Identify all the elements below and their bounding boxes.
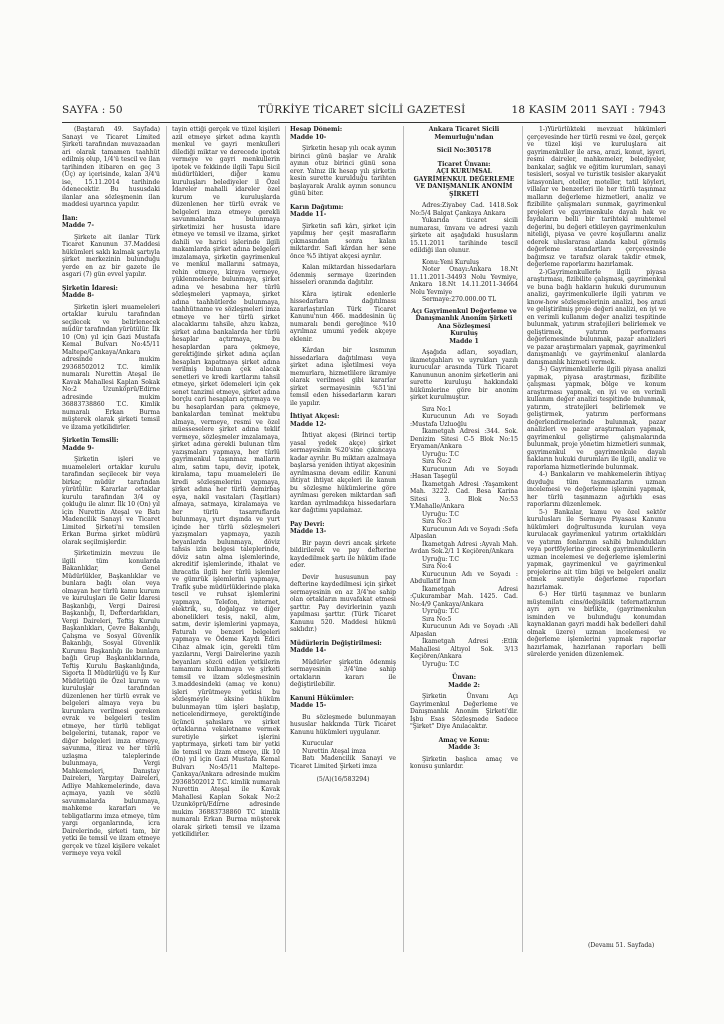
- founder-line: Uyruğu: T.C: [422, 555, 459, 563]
- page-header: [62, 104, 666, 120]
- capital: Sermaye:270.000.00 TL: [422, 296, 497, 303]
- paragraph: 2-)Gayrimenkullerle ilgili piyasa araştırması, fizibilite çalışması, gayrimenkul ve buna bağlı hakların hukuki durumunun analizi, gayrimenkullerle ilgili yatırım ve know-how sözleşmelerinin analizi, boş arazi ve geliştirilmiş proje değeri analizi, en iyi ve en verimli kullanım değer analizi tespitinde bulunmak, yatırım stratejileri belirlemek ve geliştirmek, yatırım performans değerlemesinde bulunmak, pazar analizleri ve pazar araştırmaları yapmak, gayrimenkul danışmanlığı ve gayrimenkul alanlarda danışmanlık hizmeti vermek.: [527, 268, 666, 366]
- founder-line: Uyruğu: T.C: [422, 608, 459, 615]
- article-number: Madde 10-: [290, 133, 327, 141]
- founder-line: Sıra No:2: [422, 458, 452, 465]
- paragraph: Bir payın devri ancak şirkete bildirilerek ve pay defterine kaydedilmek şartı ile hüküm ifade eder.: [290, 539, 396, 569]
- paragraph: Şirketin safi kârı, şirket için yapılmış her çeşit masrafların çıkmasından sonra kalan miktardır. Safi kârdan her sene önce %5 ihtiyat akçesi ayrılır.: [290, 222, 396, 260]
- page-number: SAYFA : 50: [62, 104, 123, 116]
- paragraph: Bu sözleşmede bulunmayan hususlar hakkında Türk Ticaret Kanunu hükümleri uygulanır.: [290, 713, 396, 736]
- column-5: [527, 126, 666, 952]
- section-heading: Kanuni Hükümler:: [290, 694, 354, 702]
- subject: Konu:Yeni Kuruluş: [422, 258, 480, 266]
- reference-code: (5/A)(16/583294): [316, 776, 370, 783]
- founder-line: Kurucunun Adı ve Soyadı :Mustafa Uzluoğlu: [410, 413, 518, 428]
- founder-line: Kurucunun Adı ve Soyadı :Sefa Alpaslan: [410, 525, 518, 540]
- founder-line: Sıra No:3: [422, 518, 452, 525]
- founder-line: Kurucunun Adı ve Soyadı :Ali Alpaslan: [410, 623, 518, 638]
- article-number: Madde 2:: [448, 681, 480, 689]
- paragraph: Müdürler şirketin ödenmiş sermayesinin 3/4'üne sahip ortakların kararı ile değiştirilebilir.: [290, 658, 396, 688]
- paragraph: Şirketin işleri muameleleri ortaklar kurulu tarafından seçilecek ve belirlenecek müdür tarafından yürütülür. İlk 10 (On) yıl için Gazi Mustafa Kemal Bulvarı No:45/11 Maltepe/Çankaya/Ankara adresinde mukim 29368502012 T.C. kimlik numaralı Nurettin Ateşal ile Kavak Mahallesi Kaplan Sokak No:2 Uzunköprü/Edirne adresinde mukim 36883738860 T.C. Kimlik numaralı Erkan Burma müşterek olarak şirketi temsil ve ilzama yetkilidirler.: [62, 303, 160, 431]
- paragraph: Şirketin başlıca amaç ve konusu şunlardır.: [410, 755, 518, 770]
- address: Adres:Ziyabey Cad. 1418.Sok No:5/4 Balgat Çankaya Ankara: [410, 202, 518, 217]
- paragraph: Şirketin hesap yılı ocak ayının birinci günü başlar ve Aralık ayının otuz birinci günü sona erer. Yalnız ilk hesap yılı şirketin kesin surette kurulduğu tarihten başlayarak Aralık ayının sonuncu günü biter.: [290, 145, 396, 197]
- column-divider: [166, 126, 167, 952]
- paragraph: 3-) Gayrimenkullerle ilgili piyasa analizi yapmak, piyasa araştırması, fizibilite çalışması yapmak, bölge ve konum araştırması yapmak, en iyi ve en verimli kullanım değer analizi tespitinde bulunmak, yatırım, stratejileri belirlemek ve geliştirmek, yatırım performans değerlendirmelerinde bulunmak, pazar analizleri ve pazar araştırmaları yapmak, gayrimenkul geliştirme çalışmalarında bulunmak, proje yönetim hizmetleri sunmak, gayrimenkul ve gayrimenkule dayalı hakların hukuki durumları ile ilgili, analiz ve raporlama hizmetlerinde bulunmak.: [527, 366, 666, 471]
- section-heading: Şirketin Temsili:: [62, 437, 119, 444]
- trade-name-label: Ticaret Ünvanı:: [437, 160, 491, 168]
- column-1: [62, 126, 160, 952]
- section-heading: Amaç ve Konu:: [438, 736, 490, 744]
- company-name: AÇI KURUMSAL GAYRİMENKUL DEĞERLEME VE DANIŞMANLIK ANONİM ŞİRKETİ: [413, 168, 515, 198]
- registry-number: Sicil No:305178: [436, 147, 492, 154]
- article-number: Madde 9-: [62, 444, 94, 452]
- article-number: Madde 15-: [290, 702, 327, 709]
- section-heading: Müdürlerin Değiştirilmesi:: [290, 639, 382, 647]
- article-number: Madde 12-: [290, 420, 327, 428]
- articles-title: Açı Gayrimenkul Değerleme ve Danışmanlık Anonim Şirketi Ana Sözleşmesi: [411, 307, 517, 330]
- paragraph: Kârdan bir kısmının hissedarlara dağıtılması veya şirket adına işletilmesi veya memurlara, hizmetlilere ikramiye olarak verilmesi gibi kararlar şirket sermayesinin %51'ini temsil eden hissedarların kararı ile yapılır.: [290, 347, 396, 407]
- paragraph: Kâra iştirak edenlerle hissedarlara dağıtılması kararlaştırılan Türk Ticaret Kanunu'nun 466. maddesinin üç numaralı bendi gereğince %10 ayrılmaz umumi yedek akçeye eklenir.: [290, 290, 396, 343]
- continued-note: (Devamı 51. Sayfada): [588, 942, 655, 949]
- paragraph: Şirketin Ünvanı Açı Gayrimenkul Değerleme ve Danışmanlık Anonim Şirketi'dir. İşbu Esas Sözleşmede Sadece "Şirket" Diye Anılacaktır.: [410, 693, 518, 730]
- header-rule: [62, 122, 666, 123]
- paragraph: Devir hususunun pay defterine kaydedilmesi için şirket sermayesinin en az 3/4'ne sahip olan ortakların muvafakat etmesi şarttır. Pay devirlerinin yazılı yapılması şarttır. (Türk Ticaret Kanunu 520. Maddesi hükmü saklıdır.): [290, 573, 396, 633]
- paragraph: Aşağıda adları, soyadları, ikametgahları ve uyrukları yazılı kurucular arasında Türk Ticaret Kanununun anonim şirketlerin ani surette kuruluşu hakkındaki hükümlerine göre bir anonim şirket kurulmuştur.: [410, 349, 518, 401]
- section-heading: Ünvan:: [452, 674, 476, 681]
- founder-line: Sıra No:4: [422, 563, 452, 570]
- article-number: Madde 14-: [290, 647, 327, 654]
- paragraph: Şirketin işleri ve muameleleri ortaklar kurulu tarafından seçilecek bir veya birkaç müdür tarafından yürütülür. Kararlar ortaklar kurulu tarafından 3/4 oy çokluğu ile alınır. İlk 10 (On) yıl için Nurettin Ateşal ve Batı Madencilik Sanayi ve Ticaret Limited Şirketi'ni temsilen Erkan Burma şirket müdürü olarak seçilmişlerdir.: [62, 456, 160, 546]
- founder-line: İkametgah Adresi :Yaşamkent Mah. 3222. Cad. Besa Karina Sitesi 3. Blok No:53 Y.Mahalle/Ankara: [410, 480, 518, 510]
- article-number: Madde 8-: [62, 292, 94, 299]
- paragraph: Kalan miktardan hissedarlara ödenmiş sermaye üzerinden hisseleri oranında dağıtılır.: [290, 264, 396, 286]
- section-heading: Pay Devri:: [290, 520, 325, 528]
- section-heading: Kuruluş: [450, 330, 478, 337]
- paragraph: Şirkete ait ilanlar Türk Ticaret Kanunun 37.Maddesi hükümleri saklı kalmak şartıyla şirket merkezinin bulunduğu yerde en az bir gazete ile asgari (7) gün evvel yapılır.: [62, 233, 160, 278]
- paragraph: İhtiyat akçesi (Birinci tertip yasal yedek akçe) şirket sermayesinin %20'sine çıkıncaya kadar ayrılır. Bu miktarı azalmaya başlarsa yeniden ihtiyat akçesinin ayrılmasına devam edilir. Kanuni ihtiyat ihtiyat akçeleri ile kanun bu sözleşme hükümlerine göre ayrılması gereken miktardan safi kardan ayrılmadıkça hissedarlara kar dağıtımı yapılamaz.: [290, 432, 396, 514]
- article-number: Madde 7-: [62, 222, 94, 229]
- notary-approval: Noter Onayı:Ankara 18.Nt 11.11.2011-34493 Nolu Yevmiye, Ankara 18.Nt 14.11.2011-34664 Nolu Yevmiye: [410, 266, 518, 296]
- section-heading: İlan:: [62, 214, 78, 222]
- column-4: [410, 126, 518, 952]
- founder-line: Sıra No:1: [422, 405, 452, 413]
- issue-date: 18 KASIM 2011 SAYI : 7943: [511, 104, 666, 116]
- section-heading: İhtiyat Akçesi:: [290, 413, 340, 420]
- paragraph: (Baştarafı 49. Sayfada) Sanayi ve Ticaret Limited Şirketi tarafından muvazaadan ari olarak tamamen taahhüt edilmiş olup, 1/4'ü tescil ve ilan tarihinden itibaren en geç 3 (Üç) ay içerisinde, kalan 3/4'ü ise, 15.11.2014 tarihinde ödenecektir. Bu hususdaki ilanlar ana sözleşmenin ilan maddesi uyarınca yapılır.: [62, 126, 160, 208]
- paragraph: 4-) Bankaların ve mahkemelerin ihtiyaç duyduğu tüm taşınmazların uzman incelemesi ve değerleme işlemini yapmak, her türlü taşınmazın ağırlıklı esas raporlarını düzenlemek.: [527, 471, 666, 508]
- section-heading: Karın Dağıtımı:: [290, 203, 344, 211]
- signature-line: Batı Madencilik Sanayi ve Ticaret Limited Şirketi imza: [290, 755, 396, 770]
- article-number: Madde 11-: [290, 211, 327, 218]
- registry-office: Ankara Ticaret Sicili Memurluğu'ndan: [428, 126, 500, 141]
- founder-line: Kurucunun Adı ve Soyadı : Abdullatif İnan: [410, 570, 518, 585]
- section-heading: Hesap Dönemi:: [290, 126, 343, 133]
- column-3: [290, 126, 396, 952]
- founders-label: Kurucular: [302, 740, 334, 747]
- signature-line: Nurettin Ateşal imza: [302, 747, 367, 755]
- paragraph: Yukarıda ticaret sicili numarası, ünvanı ve adresi yazılı şirkete ait aşağıdaki hususların 15.11.2011 tarihinde tescil edildiği ilan olunur.: [410, 217, 518, 254]
- paragraph: tayin ettiği gerçek ve tüzel kişileri azil etmeye şirket adına kayıtlı menkul ve gayri menkulleri dilediği miktar ve derecede ipotek vermeye ve gayri menkullerin ipotek ve fekkinde ilgili Tapu Sicil müdürlükleri, diğer kamu kuruluşları belediyeler il Özel İdareler mahalli idareler özel kurum ve kuruluşlarda düzenlenen her türlü evrak ve belgeleri imza etmeye gerekli savunmalarda bulunmaya şirketimizi her hususta idare etmeye ve temsil ve ilzama, şirket dahili ve harici işlerinde ilgili makamlarda şirket adına belgeleri imzalamaya, şirketin gayrimenkul ve menkul mallarını satmaya, rehin etmeye, kiraya vermeye, yüklenmelerde bulunmaya, şirket adına ve hesabına her türlü sözleşmeleri yapmaya, şirket adına taahhütlerde bulunmaya, taahhütname ve sözleşmeleri imza etmeye ve her türlü şirket alacaklarını tahsile, ahzu kabza, şirket adına bankalarda her türlü hesaplar açtırmaya, bu hesaplardan para çekmeye, gerektiğinde şirket adına açılan hesapları kapatmaya şirket adına verilmiş bulunan çek alacak senetleri ve kredi kartlarını tahsil etmeye, şirket ödemeleri için çek senet tanzimi etmeye, şirket adına borçlu cari hesapları açtırmaya ve bu hesaplardan para çekmeye, bankalardan teminat mektubu almaya, vermeye, resmi ve özel müesseselere şirket adına teklif vermeye, sözleşmeler imzalamaya, şirket adına gerekli bulunan tüm yazışmaları yapmaya, her türlü gayrimenkul taşınmaz malların alım, satım tapu, devir, ipotek, kiralama, tapu muameleleri ile kredi sözleşmelerini yapmaya, şirket adına her türlü demirbaş eşya, nakil vasıtaları (Taşıtları) almaya, satmaya, kiralamaya ve her türlü tasarruflarda bulunmaya, yurt dışında ve yurt içinde her türlü sözleşmeleri yazışmaları yapmaya, yazılı beyanlarda bulunmaya, döviz tahsis izin belgesi taleplerinde, döviz satın alma işlemlerinde, akreditif işlemlerinde, ithalat ve ihracatla ilgili her türlü işlemler ve gümrük işlemlerini yapmaya, Trafik şube müdürlüklerinde plaka tescil ve ruhsat işlemlerini yapmaya, Telefon, internet, elektrik, su, doğalgaz ve diğer abonelikleri tesis, nakil, alım, satım, devir işlemlerini yapmaya, Faturalı ve benzeri belgeleri yapmaya ve Ödeme Kaydı Edici Cihaz almak için, gerekli tüm yazılarını, Vergi Dairelerine yazılı beyanları sözcü edilen yetkilerin tamamını kullanmaya ve şirketi temsil ve ilzam sözleşmesinin 3.maddesindeki (amaç ve konu) işleri yürütmeye yetkisi bu sözleşmeyle aksine hüküm bulunmayan tüm işleri başlatıp, neticelendirmeye, gerektiğinde üçüncü şahıslara ve şirket ortaklarına vekaletname vermek suretiyle şirket işlerini yaptırmaya, şirketi tam bir yetki ile temsil ve ilzam etmeye, ilk 10 (On) yıl için Gazi Mustafa Kemal Bulvarı No:45/11 Maltepe-Çankaya/Ankara adresinde mukim 29368502012 T.C. kimlik numaralı Nurettin Ateşal ile Kavak Mahallesi Kaplan Sokak No:2 Uzunköprü/Edirne adresinde mukim 36883738860 TC kimlik numaralı Erkan Burma müşterek olarak şirketi temsil ve ilzama yetkilidirler.: [172, 126, 280, 838]
- founder-line: İkametgah Adresi :344. Sok. Denizim Sitesi C-5 Blok No:15 Eryaman/Ankara: [410, 428, 518, 450]
- founder-line: İkametgah Adresi :Çukurambar Mah. 1425. Cad. No:4/9 Çankaya/Ankara: [410, 585, 518, 608]
- paragraph: Şirketimizin mevzuu ile ilgili tüm konularda Bakanlıklar, Genel Müdürlükler, Başkanlıklar ve bunlara bağlı olan veya olmayan her türlü kamu kurum ve kuruluşları ile Gelir İdaresi Başkanlığı, Vergi Dairesi Başkanlığı, İl, Defterdarlıkları, Vergi Daireleri, Teftiş Kurulu Başkanlıkları, Çevre Bakanlığı, Çalışma ve Sosyal Güvenlik Bakanlığı, Sosyal Güvenlik Kurumu Başkanlığı ile bunlara bağlı Grup Başkanlıklarında, Teftiş Kurulu Başkanlığında, Sigorta İl Müdürlüğü ve İş Kur Müdürlüğü ile Özel kurum ve kuruluşlar tarafından düzenlenen her türlü evrak ve belgeleri almaya veya bu kurumlara verilmesi gereken evrak ve belgeleri teslim etmeye, her türlü tebligat belgelerini, tutanak, rapor ve diğer belgeleri imza etmeye, savunma, itiraz ve her türlü uzlaşma taleplerinde bulunmaya, Vergi Mahkemeleri, Danıştay Daireleri, Yargıtay Daireleri, Adliye Mahkemelerinde, dava açmaya, yazılı ve sözlü savunmalarda bulunmaya, mahkeme kararları ve tebligatlarını imza etmeye, tüm yargı organlarında, icra Dairelerinde, şirketi tam, bir yetki ile temsil ve ilzam etmeye gerçek ve tüzel kişilere vekalet vermeye veya vekil: [62, 550, 160, 857]
- paragraph: 6-) Her türlü taşınmaz ve bunların müştemilatı cins/değişiklik tefernatlarının ayrı ayrı ve birlikte, (gayrimenkulun isminden ve bulunduğu konumdan kaynaklanan gayri maddi hak bedelleri dahil olmak üzere) uzman incelemesi ve değerleme işlemlerini yapmak raporlar hazırlamak, hazırlanan raporları belli sürelerde yeniden düzenlemek.: [527, 591, 666, 658]
- column-divider: [522, 126, 523, 952]
- gazette-title: TÜRKİYE TİCARET SİCİLİ GAZETESİ: [258, 104, 466, 116]
- article-number: Madde 3:: [448, 744, 480, 751]
- founder-line: İkametgah Adresi :Ayvalı Mah. Avdan Sok.2/1 1 Keçiören/Ankara: [410, 540, 518, 555]
- founder-line: Uyruğu: T.C: [422, 510, 459, 518]
- founder-line: Sıra No:5: [422, 615, 452, 623]
- founder-line: Uyruğu: T.C: [422, 450, 459, 458]
- article-number: Madde 13-: [290, 528, 327, 535]
- column-divider: [285, 126, 286, 952]
- article-number: Madde 1: [449, 337, 479, 345]
- column-divider: [403, 126, 404, 952]
- column-2: [172, 126, 280, 952]
- paragraph: 5-) Bankalar, kamu ve özel sektör kurulusları ile Sermaye Piyasası Kanunu hükümleri doğrultusunda kurulan veya kurulacak gayrimenkul yatırım ortaklıkları ve yatırım fonlarının sahibi bulundukları veya portföylerine girecek gayrimenkullerin uzman incelemesi ve değerleme işlemlerini yapmak, gayrimenkul ve gayrimenkul projelerine ait tüm bilgi ve belgeleri analiz etmek suretiyle değerleme raporları hazırlamak.: [527, 508, 666, 591]
- founder-line: Kurucunun Adı ve Soyadı :Hasan Taşegül: [410, 465, 518, 480]
- section-heading: Şirketin İdaresi:: [62, 284, 118, 292]
- founder-line: İkametgah Adresi :Etlik Mahallesi Altıyol Sok. 3/13 Keçiören/Ankara: [410, 638, 518, 660]
- founder-line: Uyruğu: T.C: [422, 660, 459, 668]
- paragraph: 1-)Yürürlükteki mevzuat hükümleri çerçevesinde her türlü resmi ve özel, gerçek ve tüzel kişi ve kuruluşlara ait gayrimenkuller ile arsa, arazi, konut, işyeri, resmi daireler, mahkemeler, belediyeler, bankalar, sağlık ve eğitim kurumları, sanayi tesisleri, sosyal ve turistik tesisler akaryakıt istasyonları, oteller, moteller, tatil köyleri, villalar ve benzerleri ile her türlü taşınmaz malların değerleme hizmetleri, analiz ve fizibilite çalışmaları sunmak, gayrimenkul projeleri ve gayrimenkule dayalı hak ve faydaların belli bir tarihteki muhtemel değerini, bu değeri etkileyen gayrimenkulun niteliği, piyasa ve çevre koşullarını analiz ederek uluslararası alanda kabul görmüş değerleme standartları çerçevesinde bağımsız ve tarafsız olarak takdir etmek, değerleme raporlarını hazırlamak.: [527, 126, 666, 268]
